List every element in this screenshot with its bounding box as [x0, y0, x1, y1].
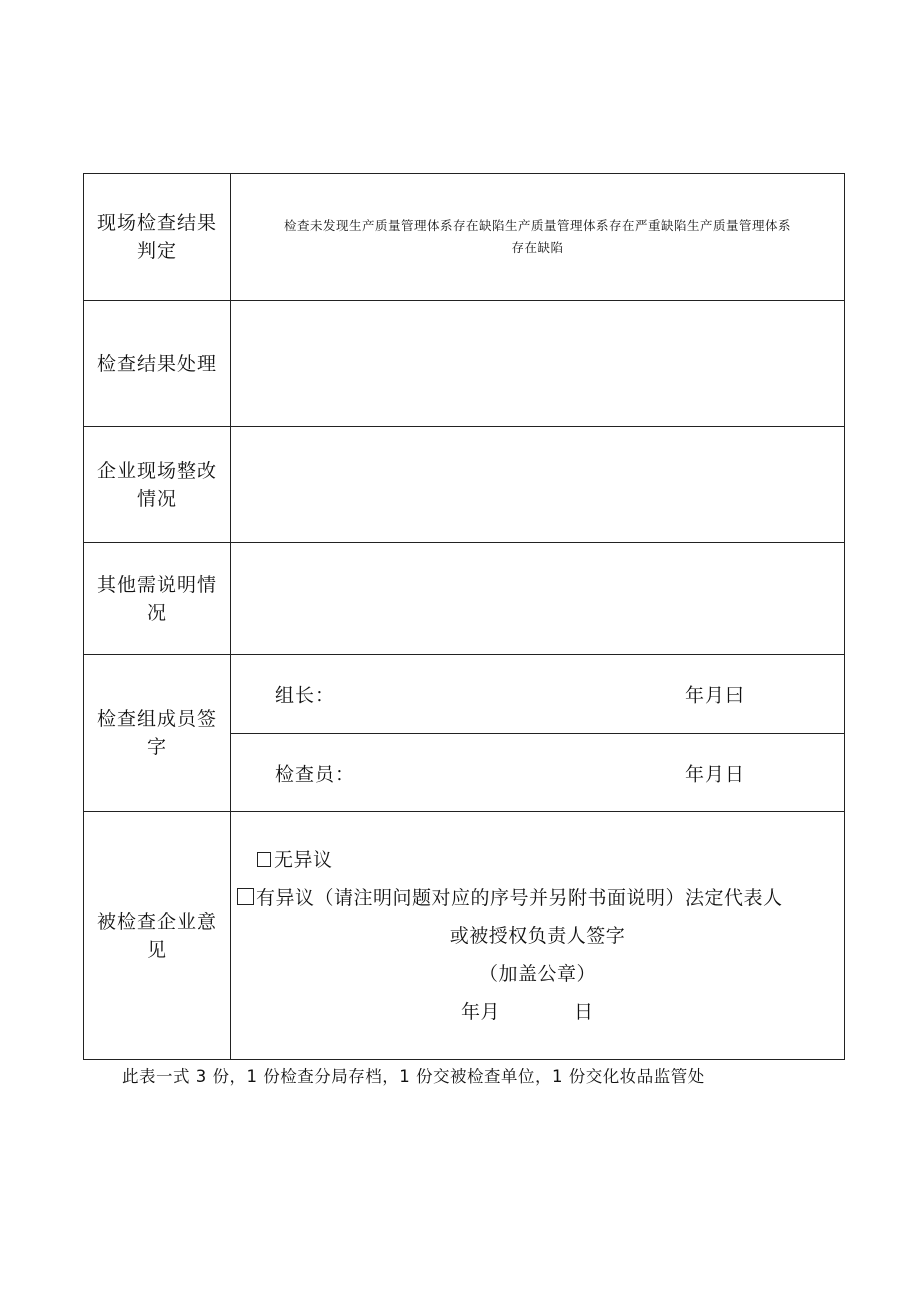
label-opinion-line1: 被检查企业意 — [96, 910, 217, 933]
opinion-date-day: 日 — [574, 1000, 594, 1023]
label-handling-text: 检查结果处理 — [96, 352, 217, 375]
leader-date: 年月曰 — [685, 684, 746, 707]
leader-label: 组长： — [275, 684, 336, 707]
inspector-label: 检查员： — [275, 763, 356, 785]
opinion-content — [231, 812, 845, 1060]
handling-content[interactable] — [231, 301, 845, 427]
signature-instruction: 或被授权负责人签字 — [449, 924, 626, 947]
label-signature-line1: 检查组成员签 — [96, 708, 217, 730]
label-opinion-line2: 见 — [146, 938, 167, 961]
inspection-form-table — [83, 173, 845, 1060]
label-judgement — [84, 174, 231, 301]
label-judgement-line2: 判定 — [136, 240, 177, 262]
objection-label: 有异议（请注明问题对应的序号并另附书面说明）法定代表人 — [256, 886, 783, 909]
row-opinion — [84, 812, 845, 1060]
label-rectification — [84, 427, 231, 543]
opinion-date[interactable] — [231, 993, 844, 1031]
judgement-options-line1: 检查未发现生产质量管理体系存在缺陷生产质量管理体系存在严重缺陷生产质量管理体系 — [283, 218, 791, 233]
objection-option[interactable] — [231, 879, 844, 917]
label-other — [84, 543, 231, 655]
label-signature — [84, 655, 231, 812]
label-rectification-line2: 情况 — [136, 487, 177, 510]
row-rectification — [84, 427, 845, 543]
judgement-content[interactable] — [231, 174, 845, 301]
rectification-content[interactable] — [231, 427, 845, 543]
label-other-line1: 其他需说明情 — [96, 573, 217, 596]
leader-signature-cell[interactable] — [231, 655, 845, 734]
row-other — [84, 543, 845, 655]
no-objection-label: 无异议 — [274, 848, 333, 871]
footnote: 此表一式 3 份，1 份检查分局存档，1 份交被检查单位，1 份交化妆品监管处 — [122, 1067, 705, 1086]
row-handling — [84, 301, 845, 427]
no-objection-option[interactable] — [231, 841, 844, 879]
label-other-line2: 况 — [146, 601, 167, 624]
label-signature-line2: 字 — [146, 736, 167, 758]
inspector-date: 年月日 — [685, 763, 746, 785]
checkbox-icon[interactable] — [257, 852, 271, 867]
other-content[interactable] — [231, 543, 845, 655]
seal-instruction: （加盖公章） — [478, 962, 596, 985]
opinion-date-year-month: 年月 — [461, 1000, 501, 1023]
judgement-options-line2: 存在缺陷 — [511, 240, 564, 255]
label-rectification-line1: 企业现场整改 — [96, 459, 217, 482]
label-opinion — [84, 812, 231, 1060]
checkbox-icon[interactable] — [237, 888, 254, 905]
row-judgement — [84, 174, 845, 301]
label-judgement-line1: 现场检查结果 — [96, 212, 217, 234]
label-handling — [84, 301, 231, 427]
row-signature-leader — [84, 655, 845, 734]
inspector-signature-cell[interactable] — [231, 734, 845, 812]
